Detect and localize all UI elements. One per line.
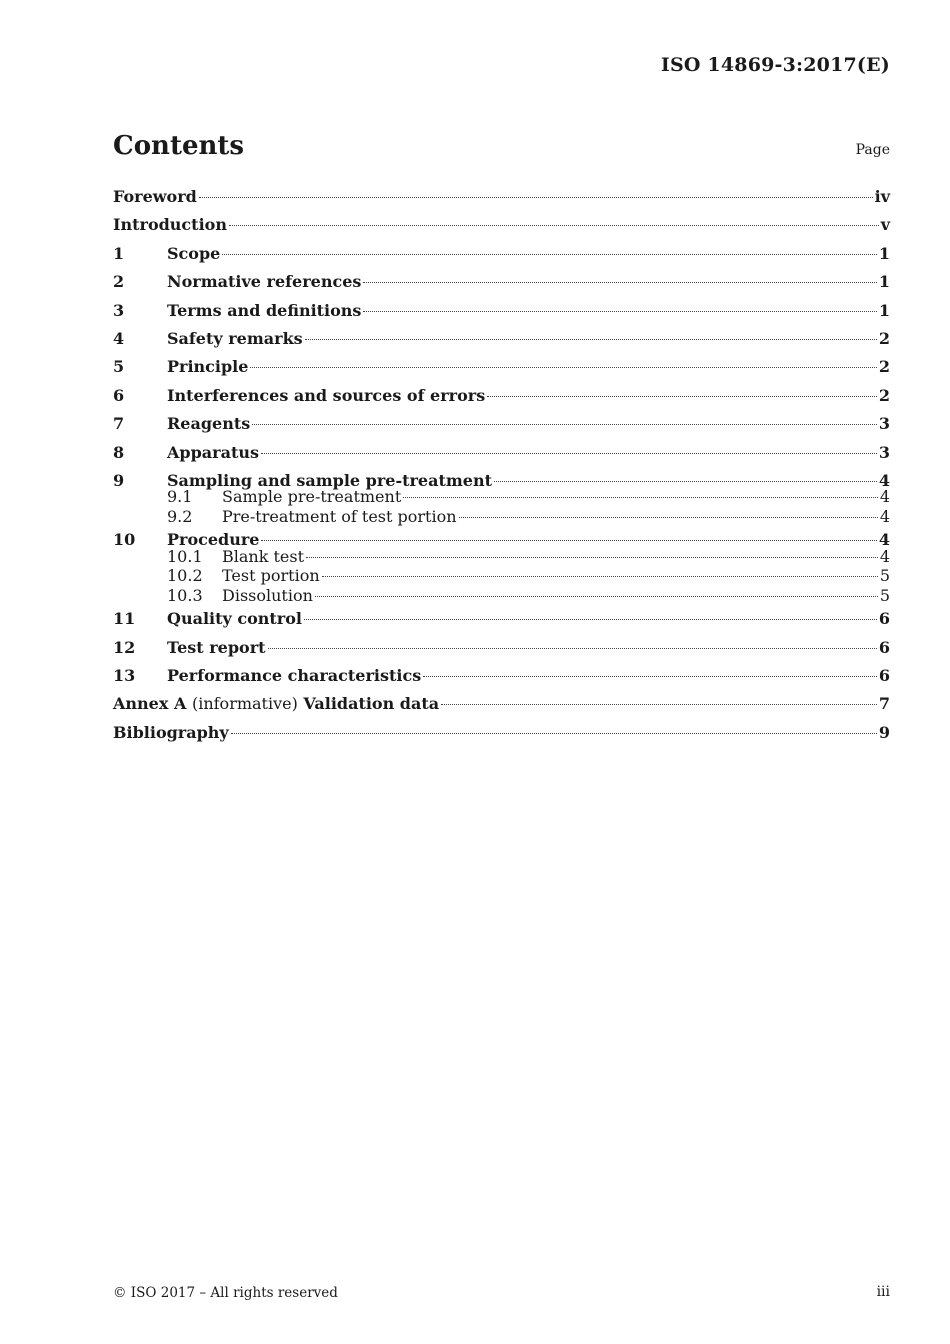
toc-entry-title: Sample pre-treatment <box>222 487 402 507</box>
toc-entry-page: 2 <box>878 357 890 377</box>
toc-entry-page: 6 <box>878 609 890 629</box>
toc-entry-title: Dissolution <box>222 585 313 605</box>
toc-entry-title: Sampling and sample pre-treatment <box>167 470 492 490</box>
toc-entry-number: 12 <box>113 637 136 657</box>
annex-status: (informative) <box>191 694 298 714</box>
toc-entry-principle[interactable] <box>113 353 890 381</box>
toc-entry-page: 4 <box>878 470 890 490</box>
dot-leader <box>306 557 878 558</box>
toc-entry-number: 9.2 <box>167 506 193 526</box>
toc-entry-page: 5 <box>879 566 890 586</box>
toc-entry-number: 10.1 <box>167 546 203 566</box>
toc-entry-performance[interactable] <box>113 662 890 690</box>
toc-subentry-dissolution[interactable] <box>113 586 890 606</box>
toc-entry-number: 2 <box>113 272 125 292</box>
dot-leader <box>304 619 877 620</box>
dot-leader <box>229 225 879 226</box>
toc-entry-reagents[interactable] <box>113 410 890 438</box>
dot-leader <box>363 311 876 312</box>
page-column-label: Page <box>855 142 890 158</box>
toc-entry-page: 6 <box>878 637 890 657</box>
toc-entry-page: 5 <box>879 585 890 605</box>
page-number: iii <box>876 1284 890 1300</box>
toc-entry-title: Terms and definitions <box>167 300 362 320</box>
toc-entry-page: 1 <box>878 300 890 320</box>
toc-entry-introduction[interactable] <box>113 211 890 239</box>
toc-entry-page: 3 <box>878 414 890 434</box>
dot-leader <box>494 481 877 482</box>
dot-leader <box>441 704 877 705</box>
toc-entry-title: Apparatus <box>167 442 259 462</box>
dot-leader <box>322 576 878 577</box>
toc-entry-number: 9 <box>113 470 125 490</box>
toc-entry-title: Bibliography <box>113 722 229 742</box>
copyright-notice: © ISO 2017 – All rights reserved <box>113 1285 338 1301</box>
annex-title: Validation data <box>303 694 440 714</box>
dot-leader <box>423 676 877 677</box>
toc-entry-title: Test portion <box>222 566 320 586</box>
toc-subentry-sample-pretreatment[interactable] <box>113 487 890 507</box>
toc-entry-normative-references[interactable] <box>113 268 890 296</box>
dot-leader <box>261 453 877 454</box>
dot-leader <box>199 197 873 198</box>
toc-entry-page: 3 <box>878 442 890 462</box>
toc-entry-number: 3 <box>113 300 125 320</box>
toc-entry-title: Quality control <box>167 609 302 629</box>
toc-entry-title: Scope <box>167 243 221 263</box>
toc-entry-page: 4 <box>879 487 890 507</box>
toc-entry-number: 10.3 <box>167 585 203 605</box>
toc-entry-page: 2 <box>878 385 890 405</box>
toc-subentry-blank-test[interactable] <box>113 547 890 567</box>
document-id: ISO 14869-3:2017(E) <box>660 54 890 76</box>
toc-entry-scope[interactable] <box>113 240 890 268</box>
toc-entry-title: Introduction <box>113 215 227 235</box>
toc-entry-terms-and-definitions[interactable] <box>113 297 890 325</box>
dot-leader <box>459 517 878 518</box>
toc-entry-foreword[interactable] <box>113 183 890 211</box>
dot-leader <box>222 254 877 255</box>
annex-label: Annex A <box>113 694 187 714</box>
toc-entry-title: Performance characteristics <box>167 665 422 685</box>
dot-leader <box>261 540 876 541</box>
toc-entry-page: v <box>880 215 890 235</box>
toc-entry-page: 7 <box>878 694 890 714</box>
toc-entry-test-report[interactable] <box>113 634 890 662</box>
toc-entry-page: 6 <box>878 665 890 685</box>
dot-leader <box>250 367 876 368</box>
toc-entry-number: 10 <box>113 530 136 550</box>
toc-entry-page: 1 <box>878 243 890 263</box>
toc-entry-number: 4 <box>113 328 125 348</box>
toc-entry-page: iv <box>874 187 890 206</box>
toc-entry-title: Principle <box>167 357 249 377</box>
toc-entry-title: Pre-treatment of test portion <box>222 506 457 526</box>
toc-entry-number: 9.1 <box>167 487 193 507</box>
toc-entry-title <box>113 690 439 718</box>
toc-entry-number: 10.2 <box>167 566 203 586</box>
toc-entry-number: 6 <box>113 385 125 405</box>
toc-entry-number: 11 <box>113 609 136 629</box>
table-of-contents <box>113 183 890 747</box>
toc-subentry-test-portion[interactable] <box>113 566 890 586</box>
dot-leader <box>252 424 877 425</box>
toc-entry-number: 1 <box>113 243 125 263</box>
toc-entry-page: 4 <box>879 506 890 526</box>
dot-leader <box>231 733 877 734</box>
toc-entry-page: 1 <box>878 272 890 292</box>
toc-entry-title: Foreword <box>113 187 197 206</box>
dot-leader <box>305 339 877 340</box>
contents-heading: Contents <box>113 131 245 161</box>
toc-entry-safety-remarks[interactable] <box>113 325 890 353</box>
toc-entry-title: Interferences and sources of errors <box>167 385 486 405</box>
toc-entry-page: 2 <box>878 328 890 348</box>
toc-entry-number: 7 <box>113 414 125 434</box>
toc-entry-quality-control[interactable] <box>113 605 890 633</box>
toc-entry-number: 8 <box>113 442 125 462</box>
toc-entry-annex-a[interactable] <box>113 690 890 718</box>
dot-leader <box>487 396 877 397</box>
toc-entry-title: Normative references <box>167 272 362 292</box>
toc-entry-page: 4 <box>879 546 890 566</box>
toc-entry-interferences[interactable] <box>113 382 890 410</box>
dot-leader <box>363 282 876 283</box>
toc-entry-bibliography[interactable] <box>113 719 890 747</box>
toc-entry-page: 9 <box>878 722 890 742</box>
toc-entry-apparatus[interactable] <box>113 439 890 467</box>
toc-entry-title: Test report <box>167 637 266 657</box>
toc-entry-title: Blank test <box>222 546 305 566</box>
toc-entry-title: Reagents <box>167 414 251 434</box>
dot-leader <box>268 648 877 649</box>
toc-entry-page: 4 <box>878 530 890 550</box>
dot-leader <box>315 596 878 597</box>
toc-subentry-test-portion-pretreatment[interactable] <box>113 507 890 527</box>
toc-entry-number: 5 <box>113 357 125 377</box>
toc-entry-title: Safety remarks <box>167 328 303 348</box>
toc-entry-title: Procedure <box>167 530 260 550</box>
dot-leader <box>403 497 878 498</box>
toc-entry-number: 13 <box>113 665 136 685</box>
